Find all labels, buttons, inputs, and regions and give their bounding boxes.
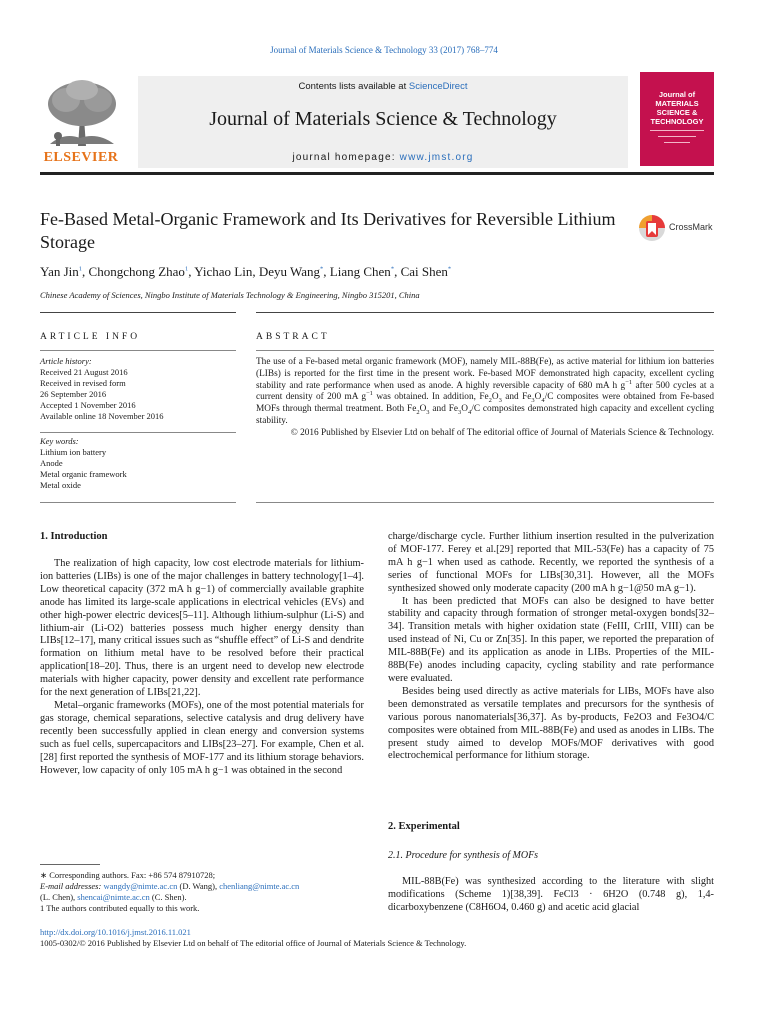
history-item: Received 21 August 2016	[40, 367, 128, 377]
cover-title: Journal of MATERIALS SCIENCE & TECHNOLOGY	[650, 90, 704, 126]
paragraph: Besides being used directly as active materials for LIBs, MOFs have also been demonstrated as versatile templates and precursors for the synthesis of various porous nanomaterials[36,37]. As by-products, Fe2O3 and Fe3O4/C composites were obtained from MIL-88B(Fe) and used as anodes in LIBs. The present study aimed to develop MOFs/MOF derivatives with good electrochemical performance for lithium storage.	[388, 685, 714, 762]
contents-prefix: Contents lists available at	[298, 81, 409, 92]
history-label: Article history:	[40, 356, 92, 366]
article-title: Fe-Based Metal-Organic Framework and Its Derivatives for Reversible Lithium Storage	[40, 209, 616, 252]
header-rule	[40, 172, 714, 175]
crossmark-label: CrossMark	[669, 222, 713, 232]
homepage-line	[138, 152, 628, 163]
divider	[40, 312, 236, 313]
author[interactable]: Liang Chen*	[329, 264, 395, 279]
divider	[40, 350, 236, 351]
abstract-copyright: © 2016 Published by Elsevier Ltd on behalf of The editorial office of Journal of Materials Science & Technology.	[290, 427, 714, 438]
email-note: E-mail addresses: wangdy@nimte.ac.cn (D. Wang), chenliang@nimte.ac.cn	[40, 881, 300, 891]
author[interactable]: Yichao Lin	[194, 264, 253, 279]
divider	[256, 312, 714, 313]
equal-contribution-note: 1 The authors contributed equally to this work.	[40, 903, 200, 913]
issn-line: 1005-0302/© 2016 Published by Elsevier Ltd on behalf of The editorial office of Journal of Materials Science & Technology.	[40, 938, 467, 948]
subsection-heading: 2.1. Procedure for synthesis of MOFs	[388, 850, 539, 861]
contents-line	[138, 81, 628, 92]
paragraph: It has been predicted that MOFs can also be designed to have better stability and capacity through formation of stronger metal-oxygen bonds[32–34]. Transition metals with higher oxidation state (FeIII, CrIII, VIII) can be used instead of Ni, Cu or Zn[35]. In this paper, we reported the preparation of MIL-88B(Fe) and its application as anode in LIBs. Properties of the MIL-88B(Fe) anodes including capacity, cycling stability and rate performance were evaluated.	[388, 595, 714, 684]
sciencedirect-link[interactable]: ScienceDirect	[408, 81, 468, 92]
elsevier-wordmark: ELSEVIER	[43, 150, 119, 165]
section-heading-introduction: 1. Introduction	[40, 531, 108, 542]
divider	[256, 350, 714, 351]
journal-title: Journal of Materials Science & Technology	[209, 108, 557, 130]
abstract-paragraph: The use of a Fe-based metal organic framework (MOF), namely MIL-88B(Fe), as active material for lithium ion batteries (LIBs) is reported for the first time in the present work. Fe-based MOF demonstrated high capacity, excellent cycling stability and rate performance when used as anode. A highly reversible capacity of 680 mA h $g^{-1}$ after 500 cycles at a current density of 200 mA $g^{-1}$ was obtained. In addition, $Fe_2O_3$ and $Fe_3O_4/C$ composites were obtained from Fe-based MOFs through thermal treatment. Both $Fe_2O_3$ and $Fe_3O_4/C$ composites demonstrated high capacity and excellent cycling stability.	[256, 357, 715, 426]
history-item: Available online 18 November 2016	[40, 411, 164, 421]
keywords-label: Key words:	[40, 436, 79, 446]
email-link[interactable]: shencai@nimte.ac.cn	[77, 892, 150, 902]
cover-line	[658, 136, 696, 137]
bottom-info	[40, 927, 720, 949]
left-column	[40, 558, 364, 777]
cover-line	[664, 142, 690, 143]
homepage-link[interactable]: www.jmst.org	[399, 152, 474, 163]
paragraph: The realization of high capacity, low cost electrode materials for lithium-ion batteries (LIBs) is one of the major challenges in battery technology[1–4]. Low theoretical capacity (372 mA h g−1) of commercially available graphite anode has limited its large-scale applications in electrical vehicles (EVs) and other high-power electric devices[5–11]. Although lithium-sulphur (Li-S) and lithium-air (Li-O2) batteries possess much higher energy density than LIBs[12–17], many critical issues such as “shuffle effect” of Li-S and dendrite formation on lithium metal have to be resolved before their practical application[18–20]. Thus, there is an urgent need to develop new electrode materials with higher capacity, power density and excellent rate performance for the next generation of LIBs[21,22].	[40, 558, 364, 699]
journal-cover[interactable]	[640, 72, 714, 166]
paragraph: Metal–organic frameworks (MOFs), one of the most potential materials for gas storage, chemical separations, selective catalysis and drug delivery have recently been successfully applied in clean energy and conversion systems such as fuel cells, supercapacitors and LIBs[23–27]. For example, Chen et al.[28] first reported the synthesis of MOF-177 and its lithium storage behaviors. However, low capacity of only 105 mA h g−1 was obtained in the second	[40, 699, 364, 776]
author-list: Yan Jin$^1$, Chongchong Zhao$^1$, Yichao Lin, Deyu Wang*, Liang Chen*, Cai Shen*	[40, 264, 452, 279]
keyword: Lithium ion battery	[40, 447, 107, 457]
email-link[interactable]: wangdy@nimte.ac.cn	[103, 881, 178, 891]
history-item: Accepted 1 November 2016	[40, 400, 136, 410]
corresponding-note: ∗ Corresponding authors. Fax: +86 574 87910728;	[40, 870, 216, 880]
crossmark-icon	[638, 212, 666, 244]
article-info-heading: ARTICLE INFO	[40, 332, 141, 342]
footnotes	[40, 870, 370, 914]
abstract-heading: ABSTRACT	[256, 332, 330, 342]
history-item: 26 September 2016	[40, 389, 107, 399]
right-column	[388, 531, 714, 763]
keyword: Metal organic framework	[40, 469, 127, 479]
doi-link[interactable]: http://dx.doi.org/10.1016/j.jmst.2016.11.021	[40, 927, 191, 937]
affiliation: Chinese Academy of Sciences, Ningbo Institute of Materials Technology & Engineering, Ningbo 315201, China	[40, 290, 420, 300]
journal-citation[interactable]: Journal of Materials Science & Technology 33 (2017) 768–774	[270, 45, 498, 55]
divider	[256, 502, 714, 503]
divider	[40, 432, 236, 433]
footnote-rule	[40, 864, 100, 865]
cover-line	[650, 130, 704, 131]
section-heading-experimental: 2. Experimental	[388, 821, 460, 832]
author[interactable]: Chongchong Zhao$^1$	[88, 264, 189, 279]
homepage-prefix: journal homepage:	[292, 152, 400, 163]
keyword: Metal oxide	[40, 480, 81, 490]
abstract-text	[256, 357, 714, 440]
article-history	[40, 356, 236, 422]
crossmark-badge[interactable]	[638, 212, 718, 248]
email-link[interactable]: chenliang@nimte.ac.cn	[219, 881, 300, 891]
right-column-continued	[388, 876, 714, 915]
divider	[40, 502, 236, 503]
keyword: Anode	[40, 458, 63, 468]
author[interactable]: Yan Jin$^1$	[40, 264, 83, 279]
paragraph: MIL-88B(Fe) was synthesized according to the literature with slight modifications (Scheme 1)[38,39]. FeCl3 · 6H2O (0.748 g), 1,4-dicarboxybenzene (C8H6O4, 0.460 g) and acetic acid glacial	[388, 876, 714, 913]
keywords	[40, 436, 236, 491]
author[interactable]: Deyu Wang*	[258, 264, 324, 279]
email-note-continued: (L. Chen), shencai@nimte.ac.cn (C. Shen).	[40, 892, 187, 902]
history-item: Received in revised form	[40, 378, 126, 388]
paragraph: charge/discharge cycle. Further lithium insertion resulted in the pulverization of MOF-177. Ferey et al.[29] reported that MIL-53(Fe) has a capacity of 75 mA h g−1 when used as cathode. Recently, we reported the synthesis of a series of functional MOFs for LIBs[30,31]. However, all the MOFs synthesized showed only moderate capacity (200 mA h g−1@50 mA g−1).	[388, 531, 714, 594]
author[interactable]: Cai Shen*	[400, 264, 452, 279]
